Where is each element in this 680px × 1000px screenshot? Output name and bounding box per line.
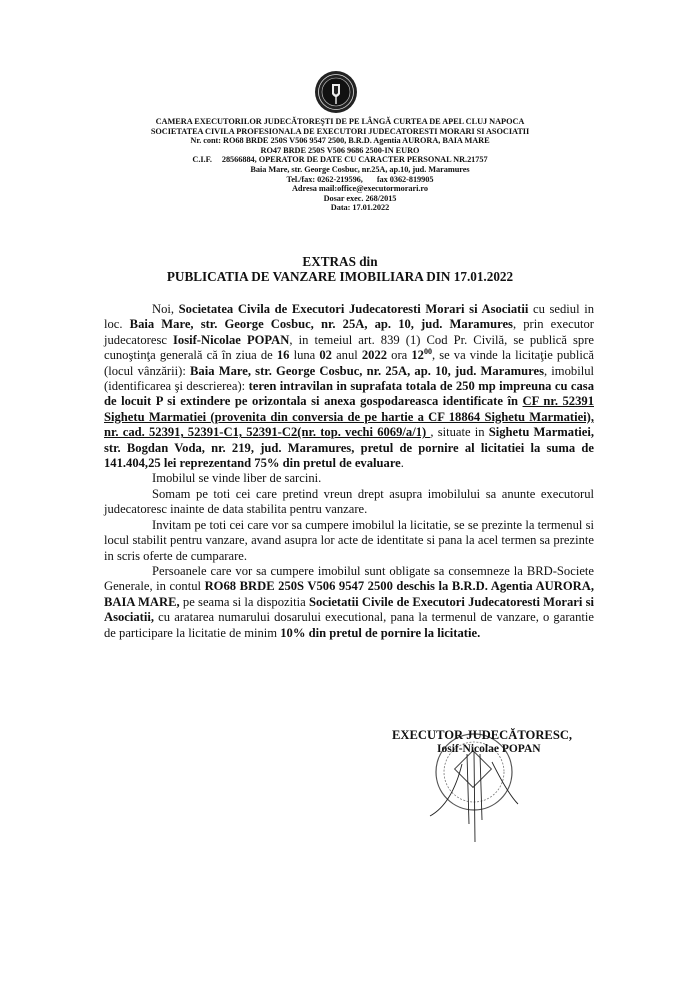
case-number: Dosar exec. 268/2015 bbox=[323, 193, 397, 203]
property-location-and-price: Sighetu Marmatiei, str. Bogdan Voda, nr. 219, jud. Maramures, pretul de pornire al licitatiei la suma de 141.404,25 lei reprezentand 75% din pretul de evaluare bbox=[104, 425, 595, 471]
cif-label: C.I.F. bbox=[192, 155, 212, 165]
paragraph-deposit bbox=[104, 564, 594, 641]
signature-title: EXECUTOR JUDECĂTORESC, bbox=[392, 728, 573, 742]
text: pe seama si la dispozitia bbox=[179, 594, 309, 609]
phone-line bbox=[0, 175, 680, 185]
text: Noi, bbox=[152, 302, 179, 316]
executor-name: Iosif-Nicolae POPAN bbox=[173, 332, 290, 347]
institution-seal-icon bbox=[314, 70, 358, 114]
document-body bbox=[104, 302, 594, 641]
auction-minutes: 00 bbox=[423, 347, 432, 357]
property-description: teren intravilan in suprafata totala de 250 mp impreuna cu casa de locuit P si extindere pe orizontala si anexa gospodareasca identificate în bbox=[104, 379, 594, 409]
text: , prin executor judecatoresc bbox=[104, 317, 594, 347]
auction-hour: 12 bbox=[411, 348, 424, 363]
text: , situate in bbox=[430, 425, 489, 440]
text: . bbox=[400, 456, 404, 471]
text: anul bbox=[331, 348, 362, 363]
paragraph-summons: Somam pe toti cei care pretind vreun drept asupra imobilului sa anunte executorul judecatoresc inainte de data stabilita pentru vanzare. bbox=[104, 486, 594, 517]
paragraph-invitation: Invitam pe toti cei care vor sa cumpere imobilul la licitatie, se se prezinte la termenul si locul stabilit pentru vanzare, avand asupra lor acte de identitate si pana la acel termen sa prezinte in scris oferte de cumparare. bbox=[104, 517, 594, 563]
paragraph-announcement bbox=[104, 302, 594, 471]
text: , se va vinde la licitaţie publică (locul vânzării): bbox=[104, 348, 595, 378]
title-line-2: PUBLICATIA DE VANZARE IMOBILIARA DIN 17.01.2022 bbox=[166, 269, 514, 284]
cif-line bbox=[0, 155, 680, 165]
chamber-name: CAMERA EXECUTORILOR JUDECĂTOREŞTI DE PE LÂNGĂ CURTEA DE APEL CLUJ NAPOCA bbox=[155, 117, 525, 126]
auction-year: 2022 bbox=[361, 348, 388, 363]
document-date: Data: 17.01.2022 bbox=[330, 203, 390, 213]
tel-fax: Tel./fax: 0262-219596, bbox=[286, 174, 363, 184]
company-name: SOCIETATEA CIVILA PROFESIONALA DE EXECUTORI JUDECATORESTI MORARI SI ASOCIATII bbox=[150, 126, 530, 136]
paragraph-no-encumbrances: Imobilul se vinde liber de sarcini. bbox=[152, 471, 322, 486]
fax: fax 0362-819905 bbox=[376, 174, 434, 184]
text: luna bbox=[289, 348, 320, 363]
office-address: Baia Mare, str. George Cosbuc, nr.25A, ap.10, jud. Maramures bbox=[250, 164, 470, 174]
land-registry-reference: CF nr. 52391 Sighetu Marmatiei (provenita din conversia de pe hartie a CF 18864 Sighetu Marmatiei), nr. cad. 52391, 52391-C1, 52391-C2(nr. top. vechi 6069/a/1) bbox=[104, 394, 594, 440]
auction-month: 02 bbox=[319, 348, 332, 363]
auction-location: Baia Mare, str. George Cosbuc, nr. 25A, ap. 10, jud. Maramures bbox=[190, 363, 544, 378]
beneficiary: Societatii Civile de Executori Judecatoresti Morari si Asociatii, bbox=[104, 594, 594, 625]
text: cu aratarea numarului dosarului executional, pana la termenul de vanzare, o garantie de participare la licitatie de minim bbox=[104, 610, 594, 640]
bank-account-eur: RO47 BRDE 250S V506 9686 2500-IN EURO bbox=[260, 145, 420, 155]
text: , imobilul (identificarea şi descrierea): bbox=[104, 363, 594, 394]
title-line-1: EXTRAS din bbox=[302, 254, 378, 269]
signature-block bbox=[392, 728, 582, 848]
auction-day: 16 bbox=[276, 348, 290, 363]
text: , in temeiul art. 839 (1) Cod Pr. Civilă, se publică spre cunoştinţa generală că în ziua de bbox=[104, 332, 594, 363]
text: cu sediul in loc. bbox=[104, 302, 595, 332]
signature-name: Iosif-Nicolae POPAN bbox=[437, 743, 541, 755]
letterhead bbox=[0, 117, 680, 213]
email-address[interactable]: Adresa mail:office@executormorari.ro bbox=[291, 184, 428, 194]
text: Persoanele care vor sa cumpere imobilul sunt obligate sa consemneze la BRD-Societe Generale, in contul bbox=[104, 563, 594, 594]
company-address: Baia Mare, str. George Cosbuc, nr. 25A, ap. 10, jud. Maramures bbox=[129, 317, 513, 332]
deposit-account: RO68 BRDE 250S V506 9547 2500 deschis la B.R.D. Agentia AURORA, BAIA MARE, bbox=[104, 579, 595, 609]
bank-account-ron: Nr. cont: RO68 BRDE 250S V506 9547 2500, B.R.D. Agentia AURORA, BAIA MARE bbox=[190, 136, 490, 146]
text: ora bbox=[387, 348, 412, 363]
executor-company: Societatea Civila de Executori Judecatoresti Morari si Asociatii bbox=[178, 302, 529, 316]
cif-value: 28566884, OPERATOR DE DATE CU CARACTER PERSONAL NR.21757 bbox=[221, 155, 488, 165]
deposit-percent: 10% din pretul de pornire la licitatie. bbox=[280, 625, 481, 640]
document-title bbox=[0, 254, 680, 284]
